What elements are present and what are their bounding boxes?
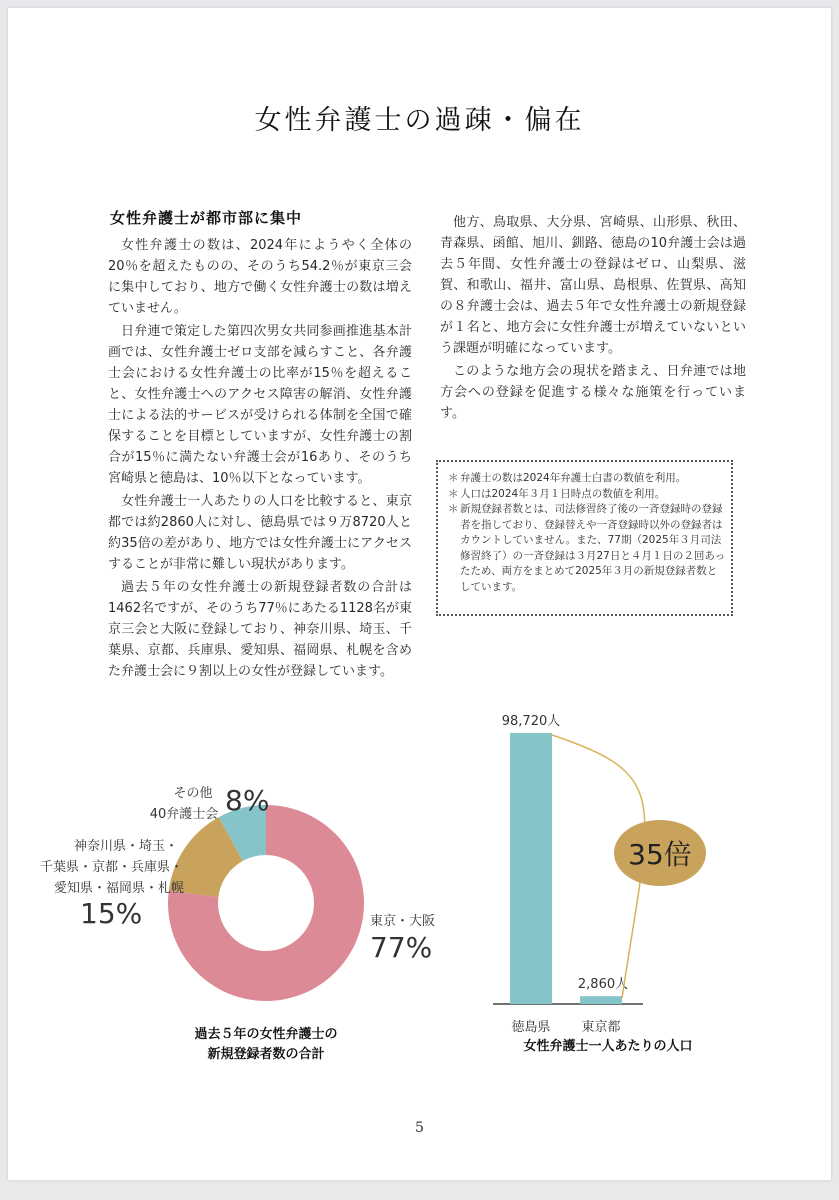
bar-tokyo (580, 996, 622, 1004)
notes-box (436, 460, 733, 616)
asterisk-icon: ＊ (448, 503, 459, 515)
asterisk-icon: ＊ (448, 487, 459, 500)
left-column (108, 235, 412, 684)
bar-chart (458, 698, 758, 1068)
donut-label-tokyo-osaka: 東京・大阪 (370, 914, 436, 929)
note-text: 弁護士の数は2024年弁護士白書の数値を利用。 (460, 472, 687, 484)
left-paragraph-1: 女性弁護士の数は、2024年にようやく全体の20％を超えたものの、そのうち54.2％が東京三会に集中しており、地方で働く女性弁護士の数は増えていません。 (108, 238, 412, 316)
bar-tokushima (510, 733, 552, 1004)
ratio-badge-label: 35倍 (628, 838, 692, 871)
donut-caption-line1: 過去５年の女性弁護士の (194, 1027, 338, 1042)
page-title: 女性弁護士の過疎・偏在 (254, 105, 585, 136)
bar-category-label: 徳島県 (511, 1020, 551, 1035)
note-text: 人口は2024年３月１日時点の数値を利用。 (460, 487, 666, 500)
donut-caption-line2: 新規登録者数の合計 (207, 1047, 325, 1062)
bar-value-label: 2,860人 (577, 977, 629, 993)
asterisk-icon: ＊ (448, 472, 459, 484)
document-page (8, 8, 831, 1180)
right-paragraph-1: 他方、鳥取県、大分県、宮崎県、山形県、秋田、青森県、函館、旭川、釧路、徳島の10弁護士会は過去５年間、女性弁護士の登録はゼロ、山梨県、滋賀、和歌山、福井、富山県、島根県、佐賀県、高知の８弁護士会は、過去５年で女性弁護士の新規登録が１名と、地方会に女性弁護士が増えていないという課題が明確になっています。 (440, 215, 746, 356)
donut-value-other: 8% (225, 784, 270, 817)
note-item (448, 487, 727, 503)
note-item (448, 471, 727, 487)
donut-chart (8, 768, 436, 1068)
note-item (448, 502, 727, 595)
left-paragraph-4: 過去５年の女性弁護士の新規登録者数の合計は1462名ですが、そのうち77％にあたる1128名が東京三会と大阪に登録しており、神奈川県、埼玉、千葉県、京都、兵庫県、愛知県、福岡県、札幌を含めた弁護士会に９割以上の女性が登録しています。 (108, 580, 412, 679)
left-paragraph-2: 日弁連で策定した第四次男女共同参画推進基本計画では、女性弁護士ゼロ支部を減らすこと、各弁護士会における女性弁護士の比率が15％を超えること、女性弁護士へのアクセス障害の解消、女性弁護士による法的サービスが受けられる体制を全国で確保することを目標としていますが、女性弁護士の割合が15％に満たない弁護士会が16あり、そのうち宮崎県と徳島は、10％以下となっています。 (108, 324, 412, 486)
donut-label-regional-line3: 愛知県・福岡県・札幌 (53, 881, 184, 896)
donut-value-regional: 15% (80, 897, 143, 930)
right-column (440, 212, 746, 426)
donut-label-other-line1: その他 (173, 786, 213, 801)
donut-value-tokyo-osaka: 77% (370, 931, 433, 964)
page-number: 5 (415, 1120, 424, 1136)
donut-label-other-line2: 40弁護士会 (149, 807, 219, 822)
bar-chart-title: 女性弁護士一人あたりの人口 (523, 1039, 693, 1054)
left-paragraph-3: 女性弁護士一人あたりの人口を比較すると、東京都では約2860人に対し、徳島県では９万8720人と約35倍の差があり、地方では女性弁護士にアクセスすることが非常に難しい現状があります。 (108, 494, 412, 572)
donut-label-regional-line2: 千葉県・京都・兵庫県・ (39, 860, 183, 875)
bar-category-label: 東京都 (581, 1020, 621, 1035)
section-subheading: 女性弁護士が都市部に集中 (110, 209, 303, 227)
donut-label-regional-line1: 神奈川県・埼玉・ (73, 839, 178, 854)
right-paragraph-2: このような地方会の現状を踏まえ、日弁連では地方会への登録を促進する様々な施策を行っています。 (440, 364, 746, 421)
note-text: 新規登録者数とは、司法修習終了後の一斉登録時の登録者を指しており、登録替えや一斉登録時以外の登録者はカウントしていません。また、77期（2025年３月司法修習終了）の一斉登録は３月27日と４月１日の２回あったため、両方をまとめて2025年３月の新規登録者数としています。 (460, 503, 726, 593)
bar-value-label: 98,720人 (501, 714, 561, 729)
